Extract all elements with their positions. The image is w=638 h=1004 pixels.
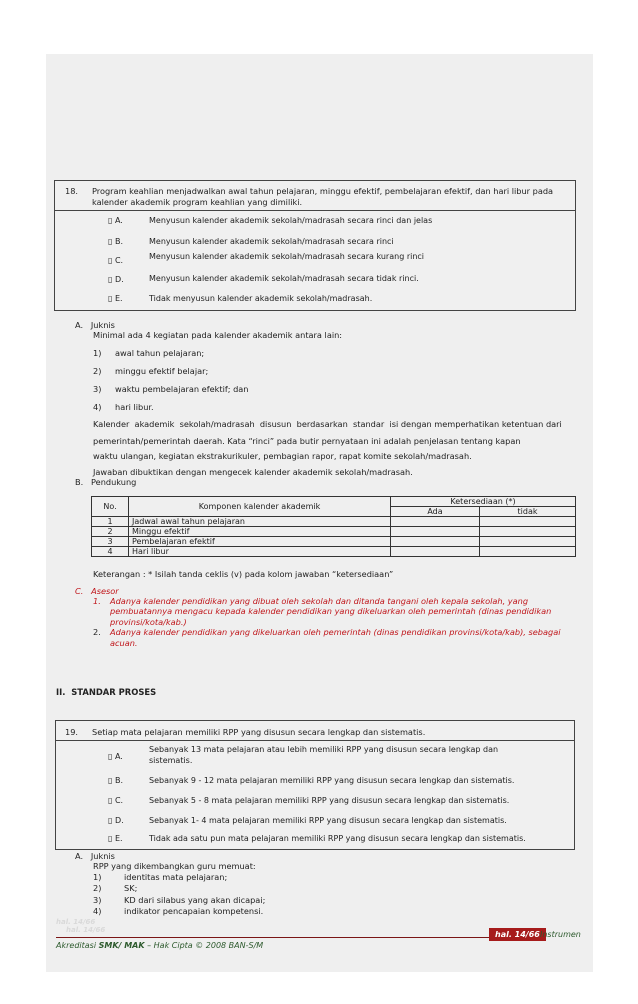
ada-cell[interactable] bbox=[391, 547, 480, 557]
checkbox-icon: ▯ bbox=[108, 752, 115, 761]
q18-option-c-mark[interactable]: ▯ C. bbox=[108, 256, 124, 265]
question-18-divider bbox=[54, 210, 575, 211]
juknis-18-item-4-num: 4) bbox=[93, 402, 102, 412]
juknis-18-para-1: Kalender akademik sekolah/madrasah disusun berdasarkan standar isi dengan memperhatikan ketentuan dari bbox=[93, 419, 562, 429]
asesor-item-1-line-3: provinsi/kota/kab.) bbox=[110, 617, 187, 627]
komponen-table bbox=[91, 496, 576, 557]
col-ketersediaan-header: Ketersediaan (*) bbox=[391, 497, 576, 507]
q18-option-b-text: Menyusun kalender akademik sekolah/madrasah secara rinci bbox=[149, 237, 394, 246]
juknis-19-item-4: indikator pencapaian kompetensi. bbox=[124, 906, 264, 916]
q19-option-c-mark[interactable]: ▯ C. bbox=[108, 796, 124, 805]
juknis-18-item-1-num: 1) bbox=[93, 348, 102, 358]
footer-brand: SMK/ MAK bbox=[98, 941, 145, 950]
juknis-19-heading: A. Juknis bbox=[75, 851, 115, 861]
q18-option-e-mark[interactable]: ▯ E. bbox=[108, 294, 123, 303]
question-19-number: 19. bbox=[65, 727, 79, 737]
juknis-19-item-4-num: 4) bbox=[93, 906, 102, 916]
juknis-18-item-3-num: 3) bbox=[93, 384, 102, 394]
question-19-text: Setiap mata pelajaran memiliki RPP yang disusun secara lengkap dan sistematis. bbox=[92, 727, 426, 737]
q19-option-d-mark[interactable]: ▯ D. bbox=[108, 816, 124, 825]
footer-page-number: hal. 14/66 bbox=[489, 928, 546, 941]
footer-ghost-page-2: hal. 14/66 bbox=[66, 926, 106, 934]
juknis-18-item-1: awal tahun pelajaran; bbox=[115, 348, 205, 358]
asesor-item-1-num: 1. bbox=[93, 596, 101, 606]
asesor-heading: C. Asesor bbox=[75, 586, 119, 596]
checkbox-icon: ▯ bbox=[108, 834, 115, 843]
q19-option-c-text: Sebanyak 5 - 8 mata pelajaran memiliki RPP yang disusun secara lengkap dan sistematis. bbox=[149, 796, 510, 805]
footer-ghost-page-1: hal. 14/66 bbox=[56, 918, 96, 926]
footer-instrumen: Instrumen bbox=[540, 930, 581, 939]
q18-option-d-text: Menyusun kalender akademik sekolah/madrasah secara tidak rinci. bbox=[149, 274, 419, 283]
tidak-cell[interactable] bbox=[480, 547, 576, 557]
juknis-18-para-2: pemerintah/pemerintah daerah. Kata “rinci” pada butir pernyataan ini adalah penjelasan tentang kapan bbox=[93, 436, 521, 446]
q18-option-c-text: Menyusun kalender akademik sekolah/madrasah secara kurang rinci bbox=[149, 252, 425, 261]
checkbox-icon: ▯ bbox=[108, 294, 115, 303]
q19-option-b-mark[interactable]: ▯ B. bbox=[108, 776, 123, 785]
asesor-item-2-num: 2. bbox=[93, 627, 101, 637]
juknis-18-para-4: Jawaban dibuktikan dengan mengecek kalender akademik sekolah/madrasah. bbox=[93, 467, 413, 477]
q19-option-a-text-2: sistematis. bbox=[149, 756, 193, 765]
table-row: 2 Minggu efektif bbox=[92, 527, 576, 537]
q19-option-a-text-1: Sebanyak 13 mata pelajaran atau lebih memiliki RPP yang disusun secara lengkap dan bbox=[149, 745, 499, 754]
juknis-19-item-3: KD dari silabus yang akan dicapai; bbox=[124, 895, 266, 905]
juknis-18-intro: Minimal ada 4 kegiatan pada kalender akademik antara lain: bbox=[93, 330, 343, 340]
juknis-18-item-3: waktu pembelajaran efektif; dan bbox=[115, 384, 249, 394]
q18-option-d-mark[interactable]: ▯ D. bbox=[108, 275, 124, 284]
checkbox-icon: ▯ bbox=[108, 256, 115, 265]
checkbox-icon: ▯ bbox=[108, 816, 115, 825]
checkbox-icon: ▯ bbox=[108, 216, 115, 225]
juknis-19-item-1-num: 1) bbox=[93, 872, 102, 882]
q19-option-d-text: Sebanyak 1- 4 mata pelajaran memiliki RPP yang disusun secara lengkap dan sistematis. bbox=[149, 816, 507, 825]
tidak-cell[interactable] bbox=[480, 537, 576, 547]
col-tidak-header: tidak bbox=[480, 507, 576, 517]
asesor-item-1-line-1: Adanya kalender pendidikan yang dibuat oleh sekolah dan ditanda tangani oleh kepala sekolah, yang bbox=[110, 596, 529, 606]
q19-option-a-mark[interactable]: ▯ A. bbox=[108, 752, 123, 761]
question-18-text-1: Program keahlian menjadwalkan awal tahun pelajaran, minggu efektif, pembelajaran efektif, dan hari libur pada bbox=[92, 186, 554, 196]
table-row: 4 Hari libur bbox=[92, 547, 576, 557]
juknis-18-heading: A. Juknis bbox=[75, 320, 115, 330]
asesor-item-2-line-1: Adanya kalender pendidikan yang dikeluarkan oleh pemerintah (dinas pendidikan provinsi/kota/kab), sebagai bbox=[110, 627, 561, 637]
col-ada-header: Ada bbox=[391, 507, 480, 517]
ada-cell[interactable] bbox=[391, 527, 480, 537]
tidak-cell[interactable] bbox=[480, 517, 576, 527]
q18-option-b-mark[interactable]: ▯ B. bbox=[108, 237, 123, 246]
juknis-18-item-4: hari libur. bbox=[115, 402, 154, 412]
juknis-19-item-3-num: 3) bbox=[93, 895, 102, 905]
asesor-item-1-line-2: pembuatannya mengacu kepada kalender pendidikan yang dikeluarkan oleh pemerintah (dinas pendidikan bbox=[110, 606, 552, 616]
juknis-19-item-2-num: 2) bbox=[93, 883, 102, 893]
tidak-cell[interactable] bbox=[480, 527, 576, 537]
keterangan: Keterangan : * Isilah tanda ceklis (v) pada kolom jawaban “ketersediaan” bbox=[93, 569, 394, 579]
section-title: II. STANDAR PROSES bbox=[56, 687, 157, 697]
col-komponen-header: Komponen kalender akademik bbox=[129, 497, 391, 517]
juknis-19-item-1: identitas mata pelajaran; bbox=[124, 872, 228, 882]
checkbox-icon: ▯ bbox=[108, 796, 115, 805]
footer-rule bbox=[56, 937, 536, 938]
q19-option-e-mark[interactable]: ▯ E. bbox=[108, 834, 123, 843]
checkbox-icon: ▯ bbox=[108, 275, 115, 284]
q18-option-a-text: Menyusun kalender akademik sekolah/madrasah secara rinci dan jelas bbox=[149, 216, 433, 225]
juknis-18-item-2: minggu efektif belajar; bbox=[115, 366, 209, 376]
asesor-item-2-line-2: acuan. bbox=[110, 638, 138, 648]
question-18-text-2: kalender akademik program keahlian yang dimiliki. bbox=[92, 197, 303, 207]
q19-option-e-text: Tidak ada satu pun mata pelajaran memiliki RPP yang disusun secara lengkap dan sistematis. bbox=[149, 834, 526, 843]
q19-option-b-text: Sebanyak 9 - 12 mata pelajaran memiliki RPP yang disusun secara lengkap dan sistematis. bbox=[149, 776, 515, 785]
checkbox-icon: ▯ bbox=[108, 776, 115, 785]
footer-copyright: Akreditasi SMK/ MAK – Hak Cipta © 2008 BAN-S/M bbox=[56, 941, 264, 950]
juknis-19-item-2: SK; bbox=[124, 883, 138, 893]
checkbox-icon: ▯ bbox=[108, 237, 115, 246]
juknis-19-intro: RPP yang dikembangkan guru memuat: bbox=[93, 861, 256, 871]
q18-option-a-mark[interactable]: ▯ A. bbox=[108, 216, 123, 225]
ada-cell[interactable] bbox=[391, 537, 480, 547]
juknis-18-item-2-num: 2) bbox=[93, 366, 102, 376]
table-row: 1 Jadwal awal tahun pelajaran bbox=[92, 517, 576, 527]
pendukung-heading: B. Pendukung bbox=[75, 477, 137, 487]
q18-option-e-text: Tidak menyusun kalender akademik sekolah/madrasah. bbox=[149, 294, 373, 303]
question-18-number: 18. bbox=[65, 186, 79, 196]
question-19-divider bbox=[55, 740, 574, 741]
col-no-header: No. bbox=[92, 497, 129, 517]
table-row: 3 Pembelajaran efektif bbox=[92, 537, 576, 547]
ada-cell[interactable] bbox=[391, 517, 480, 527]
juknis-18-para-3: waktu ulangan, kegiatan ekstrakurikuler, pembagian rapor, rapat komite sekolah/madrasah. bbox=[93, 451, 472, 461]
